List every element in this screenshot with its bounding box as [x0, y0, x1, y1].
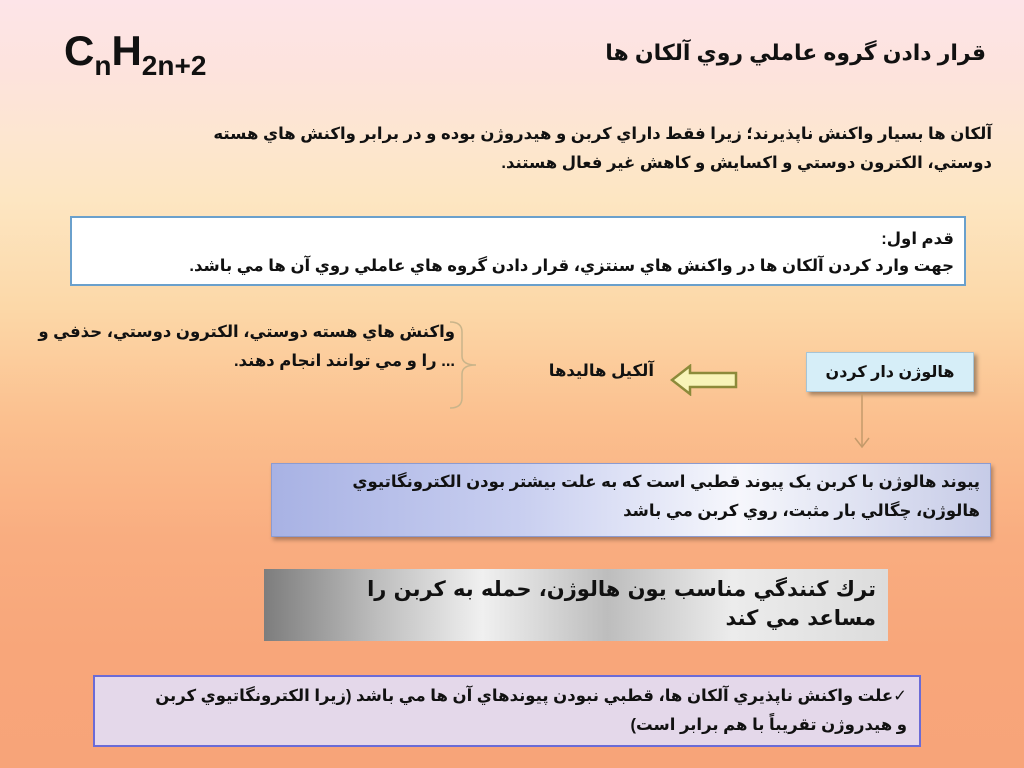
reason-line-1-text: علت واكنش ناپذيري آلكان ها، قطبي نبودن پيوندهاي آن ها مي باشد (زيرا الكترونگاتيوي كربن — [155, 687, 894, 705]
formula-c: C — [64, 27, 95, 74]
curly-brace-icon — [448, 320, 480, 410]
checkmark-icon: ✓ — [893, 687, 907, 705]
polar-bond-box — [271, 463, 991, 537]
intro-line-2: دوستي، الكترون دوستي و اكسايش و كاهش غير فعال هستند. — [501, 154, 992, 172]
step-one-heading: قدم اول: — [881, 230, 954, 248]
alkyl-halides-label: آلکیل هالیدها — [548, 362, 654, 380]
reason-line-2: و هيدروژن تقريباً با هم برابر است) — [630, 716, 907, 734]
molecular-formula — [64, 27, 207, 81]
reactions-text — [12, 318, 455, 376]
arrow-down-icon — [852, 394, 872, 450]
step-one-box — [70, 216, 966, 286]
reactions-line-1: واكنش هاي هسته دوستي، الكترون دوستي، حذفي و — [38, 323, 455, 341]
step-one-text: جهت وارد كردن آلكان ها در واكنش هاي سنتزي، قرار دادن گروه هاي عاملي روي آن ها مي باشد. — [189, 257, 954, 275]
leaving-line-1: ترك كنندگي مناسب يون هالوژن، حمله به كربن را — [367, 577, 876, 601]
formula-n: n — [94, 50, 112, 81]
slide-title: قرار دادن گروه عاملي روي آلكان ها — [605, 40, 986, 65]
reason-line-1 — [107, 682, 907, 711]
intro-line-1: آلكان ها بسيار واكنش ناپذيرند؛ زيرا فقط داراي كربن و هيدروژن بوده و در برابر واكنش هاي هسته — [213, 125, 992, 143]
bond-line-2: هالوژن، چگالي بار مثبت، روي كربن مي باشد — [623, 502, 980, 520]
formula-h: H — [111, 27, 142, 74]
bond-line-1: پيوند هالوژن با كربن يک پيوند قطبي است كه به علت بيشتر بودن الكترونگاتيوي — [352, 473, 980, 491]
leaving-group-box — [264, 569, 888, 641]
leaving-line-2: مساعد مي كند — [725, 606, 876, 630]
reactions-line-2: ... را و مي توانند انجام دهند. — [233, 352, 455, 370]
formula-2n2: 2n+2 — [141, 50, 207, 81]
unreactivity-reason-box — [93, 675, 921, 747]
intro-paragraph — [150, 120, 992, 178]
arrow-left-icon — [670, 364, 740, 396]
halogenation-box: هالوژن دار كردن — [806, 352, 974, 392]
